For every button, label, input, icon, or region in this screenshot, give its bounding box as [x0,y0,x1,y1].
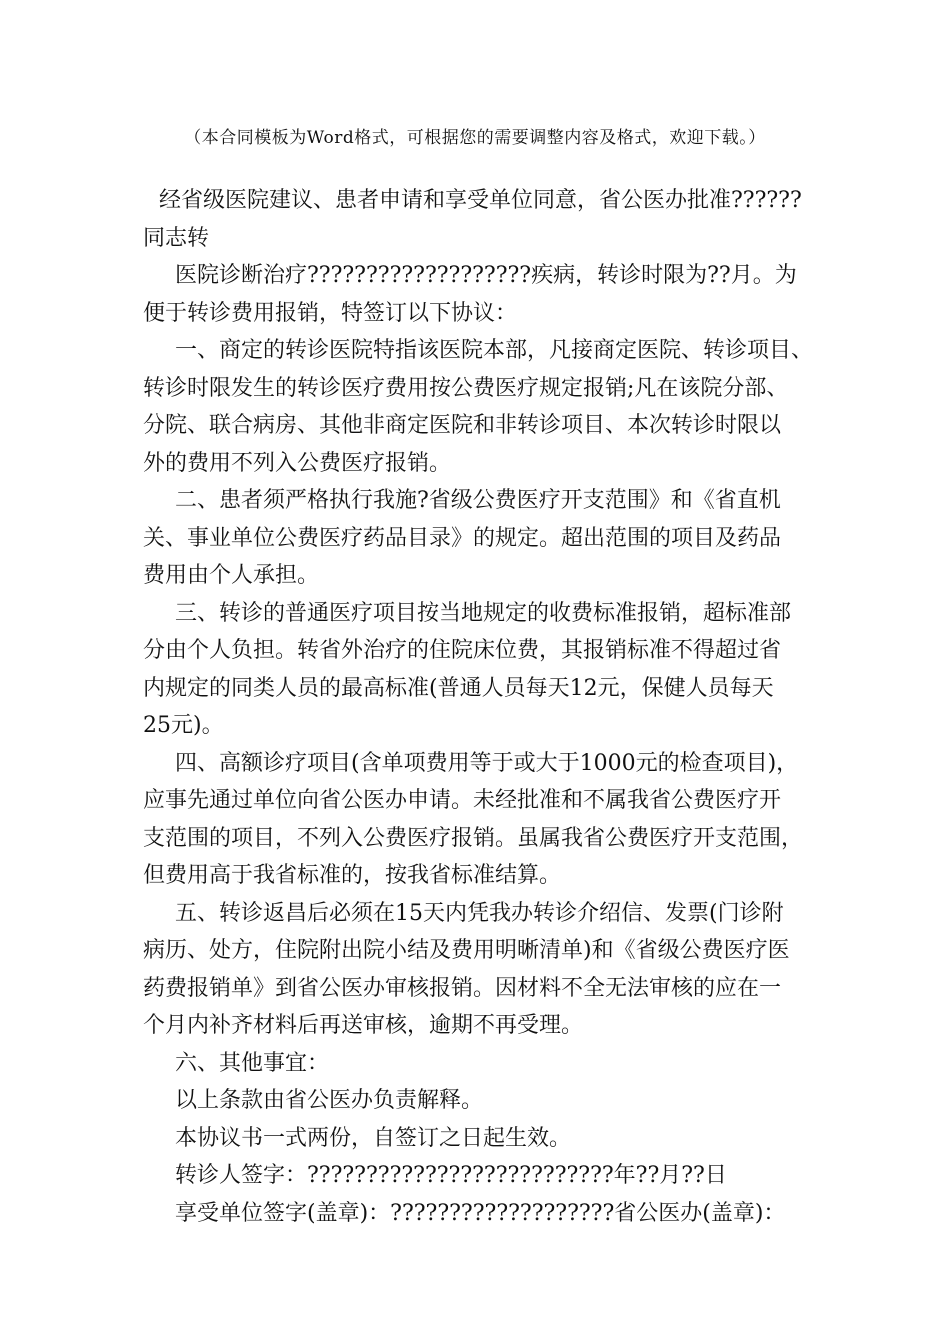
clause-2 [143,482,823,520]
clause-1-line-4: 外的费用不列入公费医疗报销。 [143,450,452,476]
clause-5-line-3: 药费报销单》到省公医办审核报销。因材料不全无法审核的应在一 [143,975,782,1001]
clause-2-cont [143,520,823,595]
clause-2-line-1: 二、患者须严格执行我施?省级公费医疗开支范围》和《省直机 [175,488,781,513]
clause-4-line-1: 四、高额诊疗项目(含单项费用等于或大于1000元的检查项目)， [175,750,799,776]
intro-line-2: 同志转 [143,225,210,251]
patient-signature [143,1157,823,1195]
copies-paragraph [143,1120,823,1158]
unit-signature [143,1195,823,1233]
clause-6 [143,1045,823,1083]
patient-signature-line: 转诊人签字：??????????????????????????年??月??日 [175,1163,727,1188]
clause-3-cont [143,632,823,745]
intro-paragraph-cont [143,220,823,258]
copies-line: 本协议书一式两份，自签订之日起生效。 [175,1125,572,1151]
clause-1 [143,332,823,370]
clause-3-line-2: 分由个人负担。转省外治疗的住院床位费，其报销标准不得超过省 [143,638,782,663]
hospital-line-1: 医院诊断治疗???????????????????疾病，转诊时限为??月。为 [175,263,797,288]
clause-5-line-4: 个月内补齐材料后再送审核，逾期不再受理。 [143,1013,584,1038]
clause-2-line-2: 关、事业单位公费医疗药品目录》的规定。超出范围的项目及药品 [143,525,782,551]
clause-4-cont [143,782,823,895]
agreement-body [143,182,823,1232]
intro-line-1: 经省级医院建议、患者申请和享受单位同意，省公医办批准?????? [159,188,802,213]
clause-2-line-3: 费用由个人承担。 [143,563,320,588]
clause-4-line-4: 但费用高于我省标准的，按我省标准结算。 [143,863,562,888]
clause-3-line-3: 内规定的同类人员的最高标准(普通人员每天12元，保健人员每天 [143,675,774,701]
clause-1-line-3: 分院、联合病房、其他非商定医院和非转诊项目、本次转诊时限以 [143,413,782,438]
clause-4-line-2: 应事先通过单位向省公医办申请。未经批准和不属我省公费医疗开 [143,788,782,813]
hospital-paragraph [143,257,823,295]
hospital-paragraph-cont [143,295,823,333]
hospital-line-2: 便于转诊费用报销，特签订以下协议： [143,300,518,326]
clause-4 [143,745,823,783]
template-notice: （本合同模板为Word格式，可根据您的需要调整内容及格式，欢迎下载。） [184,128,766,148]
explain-line: 以上条款由省公医办负责解释。 [175,1088,484,1113]
clause-3 [143,595,823,633]
clause-1-line-1: 一、商定的转诊医院特指该医院本部，凡接商定医院、转诊项目、 [175,338,814,363]
unit-signature-line: 享受单位签字(盖章)：???????????????????省公医办(盖章)： [175,1200,786,1226]
intro-paragraph [143,182,823,220]
clause-3-line-1: 三、转诊的普通医疗项目按当地规定的收费标准报销，超标准部 [175,600,792,626]
clause-1-cont [143,370,823,483]
clause-5-line-1: 五、转诊返昌后必须在15天内凭我办转诊介绍信、发票(门诊附 [175,900,784,926]
clause-5-cont [143,932,823,1045]
clause-4-line-3: 支范围的项目，不列入公费医疗报销。虽属我省公费医疗开支范围， [143,825,804,851]
clause-5 [143,895,823,933]
clause-6-line: 六、其他事宜： [175,1050,330,1076]
clause-3-line-4: 25元)。 [143,713,224,738]
explain-paragraph [143,1082,823,1120]
clause-5-line-2: 病历、处方，住院附出院小结及费用明晰清单)和《省级公费医疗医 [143,938,790,963]
clause-1-line-2: 转诊时限发生的转诊医疗费用按公费医疗规定报销;凡在该院分部、 [143,375,789,401]
